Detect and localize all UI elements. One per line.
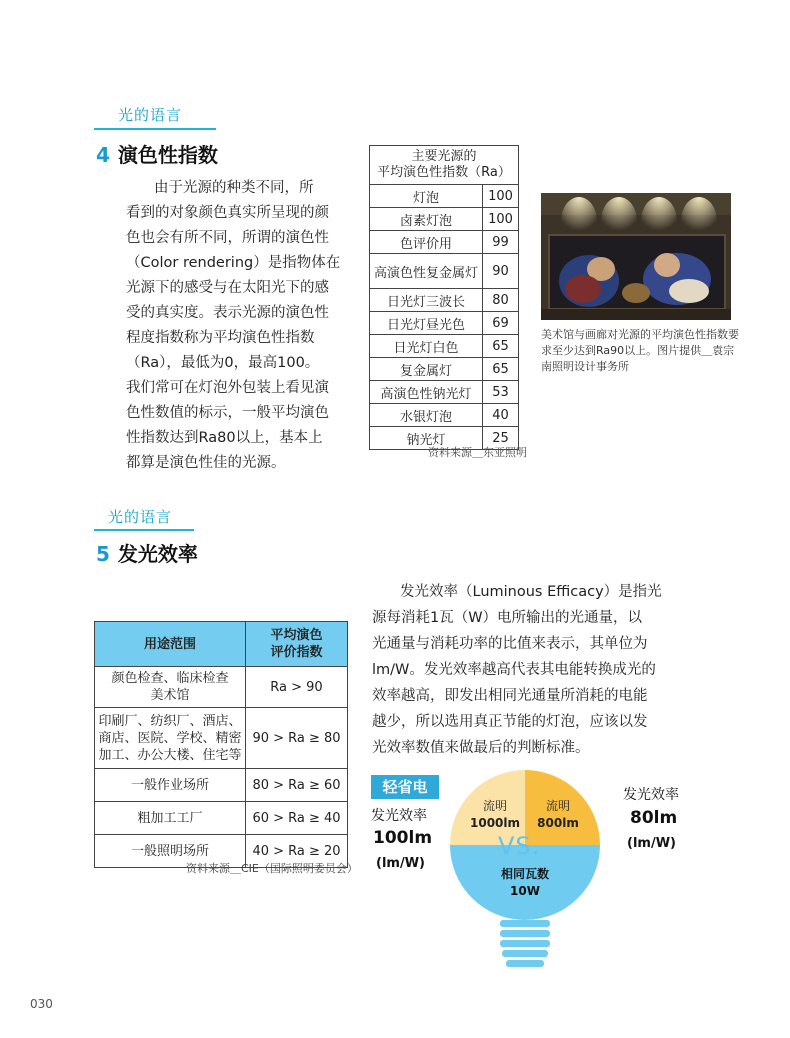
cell-line: 加工、办公大楼、住宅等: [98, 747, 242, 763]
table-cell: 日光灯三波长: [370, 289, 483, 312]
cell-line: 美术馆: [150, 688, 190, 703]
paragraph-line: 越少，所以选用真正节能的灯泡，应该以发: [372, 714, 648, 730]
cell-line: 一般作业场所: [130, 777, 209, 793]
section-divider: [94, 529, 194, 531]
table-row: [370, 335, 519, 358]
table-row: [370, 254, 519, 289]
table-header: 用途范围: [95, 622, 246, 667]
lumen-label: 流明: [545, 799, 570, 813]
table-cell: 灯泡: [370, 185, 483, 208]
table-source: 资料来源＿东亚照明: [428, 446, 527, 459]
caption-line: 南照明设计事务所: [541, 360, 629, 373]
caption-line: 求至少达到Ra90以上。图片提供＿袁宗: [541, 344, 735, 357]
section-title-text: 发光效率: [117, 542, 198, 566]
table-header: [370, 146, 519, 185]
gallery-photo: [541, 193, 731, 320]
lumen-value: 1000lm: [470, 816, 521, 830]
bulb-base: [500, 920, 550, 967]
left-quarter-text: [470, 798, 520, 832]
table-cell: 99: [483, 231, 519, 254]
table-row: [370, 208, 519, 231]
energy-saving-badge: 轻省电: [371, 775, 439, 799]
table-cell: 水银灯泡: [370, 404, 483, 427]
table-row: [95, 802, 348, 835]
table-cell: 40: [483, 404, 519, 427]
table-cell: 高演色性复金属灯: [370, 254, 483, 289]
section-tag: 光的语言: [108, 508, 173, 526]
table-cell: 90 > Ra ≥ 80: [246, 708, 348, 769]
section-divider: [94, 128, 216, 130]
table-cell: 色评价用: [370, 231, 483, 254]
left-efficacy-unit: (lm/W): [376, 856, 425, 871]
table-cell: 40 > Ra ≥ 20: [246, 835, 348, 868]
wattage-label: 相同瓦数: [500, 867, 549, 881]
table-cell: 69: [483, 312, 519, 335]
table-cell: Ra > 90: [246, 667, 348, 708]
paragraph-line: 发光效率（Luminous Efficacy）是指光: [400, 584, 662, 600]
table-cell: 卤素灯泡: [370, 208, 483, 231]
paragraph-line: 性指数达到Ra80以上，基本上: [126, 430, 323, 446]
table-cell: 日光灯白色: [370, 335, 483, 358]
table-source: 资料来源＿CIE（国际照明委员会）: [186, 862, 358, 875]
table-cell: 100: [483, 208, 519, 231]
body-paragraph: [126, 176, 356, 476]
paragraph-line: 光效率数值来做最后的判断标准。: [372, 740, 590, 756]
table-cell: 25: [483, 427, 519, 450]
table-row: [95, 708, 348, 769]
right-quarter-text: [530, 798, 586, 832]
table-header-line: 平均演色性指数（Ra）: [377, 165, 511, 180]
table-row: [95, 769, 348, 802]
paragraph-line: 受的真实度。表示光源的演色性: [126, 305, 329, 321]
page-number: 030: [30, 997, 53, 1011]
table-row: [370, 185, 519, 208]
paragraph-line: （Ra），最低为0，最高100。: [126, 355, 320, 371]
versus-label: VS.: [498, 832, 541, 860]
gallery-photo-image: [541, 193, 731, 320]
cell-line: 商店、医院、学校、精密: [98, 730, 242, 746]
paragraph-line: 光源下的感受与在太阳光下的感: [126, 280, 329, 296]
paragraph-line: 都算是演色性佳的光源。: [126, 455, 286, 471]
right-efficacy-value: 80lm: [630, 808, 678, 828]
table-row: [370, 381, 519, 404]
table-cell: 90: [483, 254, 519, 289]
table-cell: [95, 667, 246, 708]
cie-ra-table: [94, 621, 348, 868]
table-cell: 65: [483, 358, 519, 381]
table-cell: 高演色性钠光灯: [370, 381, 483, 404]
section-title-text: 演色性指数: [117, 143, 218, 167]
paragraph-line: 程度指数称为平均演色性指数: [126, 330, 315, 346]
table-cell: [95, 769, 246, 802]
left-efficacy-value: 100lm: [373, 828, 433, 848]
table-row: [370, 358, 519, 381]
section-title: [96, 538, 198, 567]
table-row: [370, 312, 519, 335]
table-row: [95, 667, 348, 708]
right-efficacy-unit: (lm/W): [627, 836, 676, 851]
lumen-label: 流明: [482, 799, 507, 813]
paragraph-line: 由于光源的种类不同，所: [154, 180, 314, 196]
table-row: [370, 231, 519, 254]
section-number: 5: [96, 542, 110, 566]
table-cell: 100: [483, 185, 519, 208]
photo-caption: [541, 327, 741, 375]
body-paragraph: [372, 579, 702, 761]
table-row: [370, 404, 519, 427]
table-cell: 日光灯昼光色: [370, 312, 483, 335]
right-efficacy-label: 发光效率: [623, 787, 679, 803]
cell-line: 一般照明场所: [130, 843, 209, 859]
paragraph-line: （Color rendering）是指物体在: [126, 255, 341, 271]
paragraph-line: 效率越高，即发出相同光通量所消耗的电能: [372, 688, 648, 704]
table-cell: 65: [483, 335, 519, 358]
table-cell: 80 > Ra ≥ 60: [246, 769, 348, 802]
paragraph-line: 看到的对象颜色真实所呈现的颜: [126, 205, 329, 221]
table-cell: 60 > Ra ≥ 40: [246, 802, 348, 835]
table-cell: 钠光灯: [370, 427, 483, 450]
table-row: [370, 289, 519, 312]
paragraph-line: 源每消耗1瓦（W）电所输出的光通量，以: [372, 610, 643, 626]
table-cell: [95, 802, 246, 835]
table-cell: 复金属灯: [370, 358, 483, 381]
section-tag: 光的语言: [118, 106, 183, 124]
paragraph-line: 我们常可在灯泡外包装上看见演: [126, 380, 329, 396]
paragraph-line: lm/W。发光效率越高代表其电能转换成光的: [372, 662, 656, 678]
table-header-line: 主要光源的: [411, 149, 477, 164]
left-efficacy-label: 发光效率: [371, 808, 427, 824]
paragraph-line: 色也会有所不同，所谓的演色性: [126, 230, 329, 246]
same-wattage-text: [485, 866, 565, 900]
cell-line: 颜色检查、临床检查: [111, 671, 229, 686]
section-title: [96, 139, 218, 168]
paragraph-line: 光通量与消耗功率的比值来表示，其单位为: [372, 636, 648, 652]
table-cell: 53: [483, 381, 519, 404]
table-header-line: 评价指数: [270, 645, 323, 660]
paragraph-line: 色性数值的标示，一般平均演色: [126, 405, 329, 421]
table-cell: [95, 708, 246, 769]
cell-line: 粗加工工厂: [137, 810, 203, 826]
table-header-line: 平均演色: [270, 628, 323, 643]
section-number: 4: [96, 143, 110, 167]
table-header: [246, 622, 348, 667]
wattage-value: 10W: [510, 884, 540, 898]
cell-line: 印刷厂、纺织厂、酒店、: [98, 713, 242, 729]
ra-index-table: [369, 145, 519, 450]
caption-line: 美术馆与画廊对光源的平均演色性指数要: [541, 328, 739, 341]
table-cell: 80: [483, 289, 519, 312]
lumen-value: 800lm: [537, 816, 579, 830]
